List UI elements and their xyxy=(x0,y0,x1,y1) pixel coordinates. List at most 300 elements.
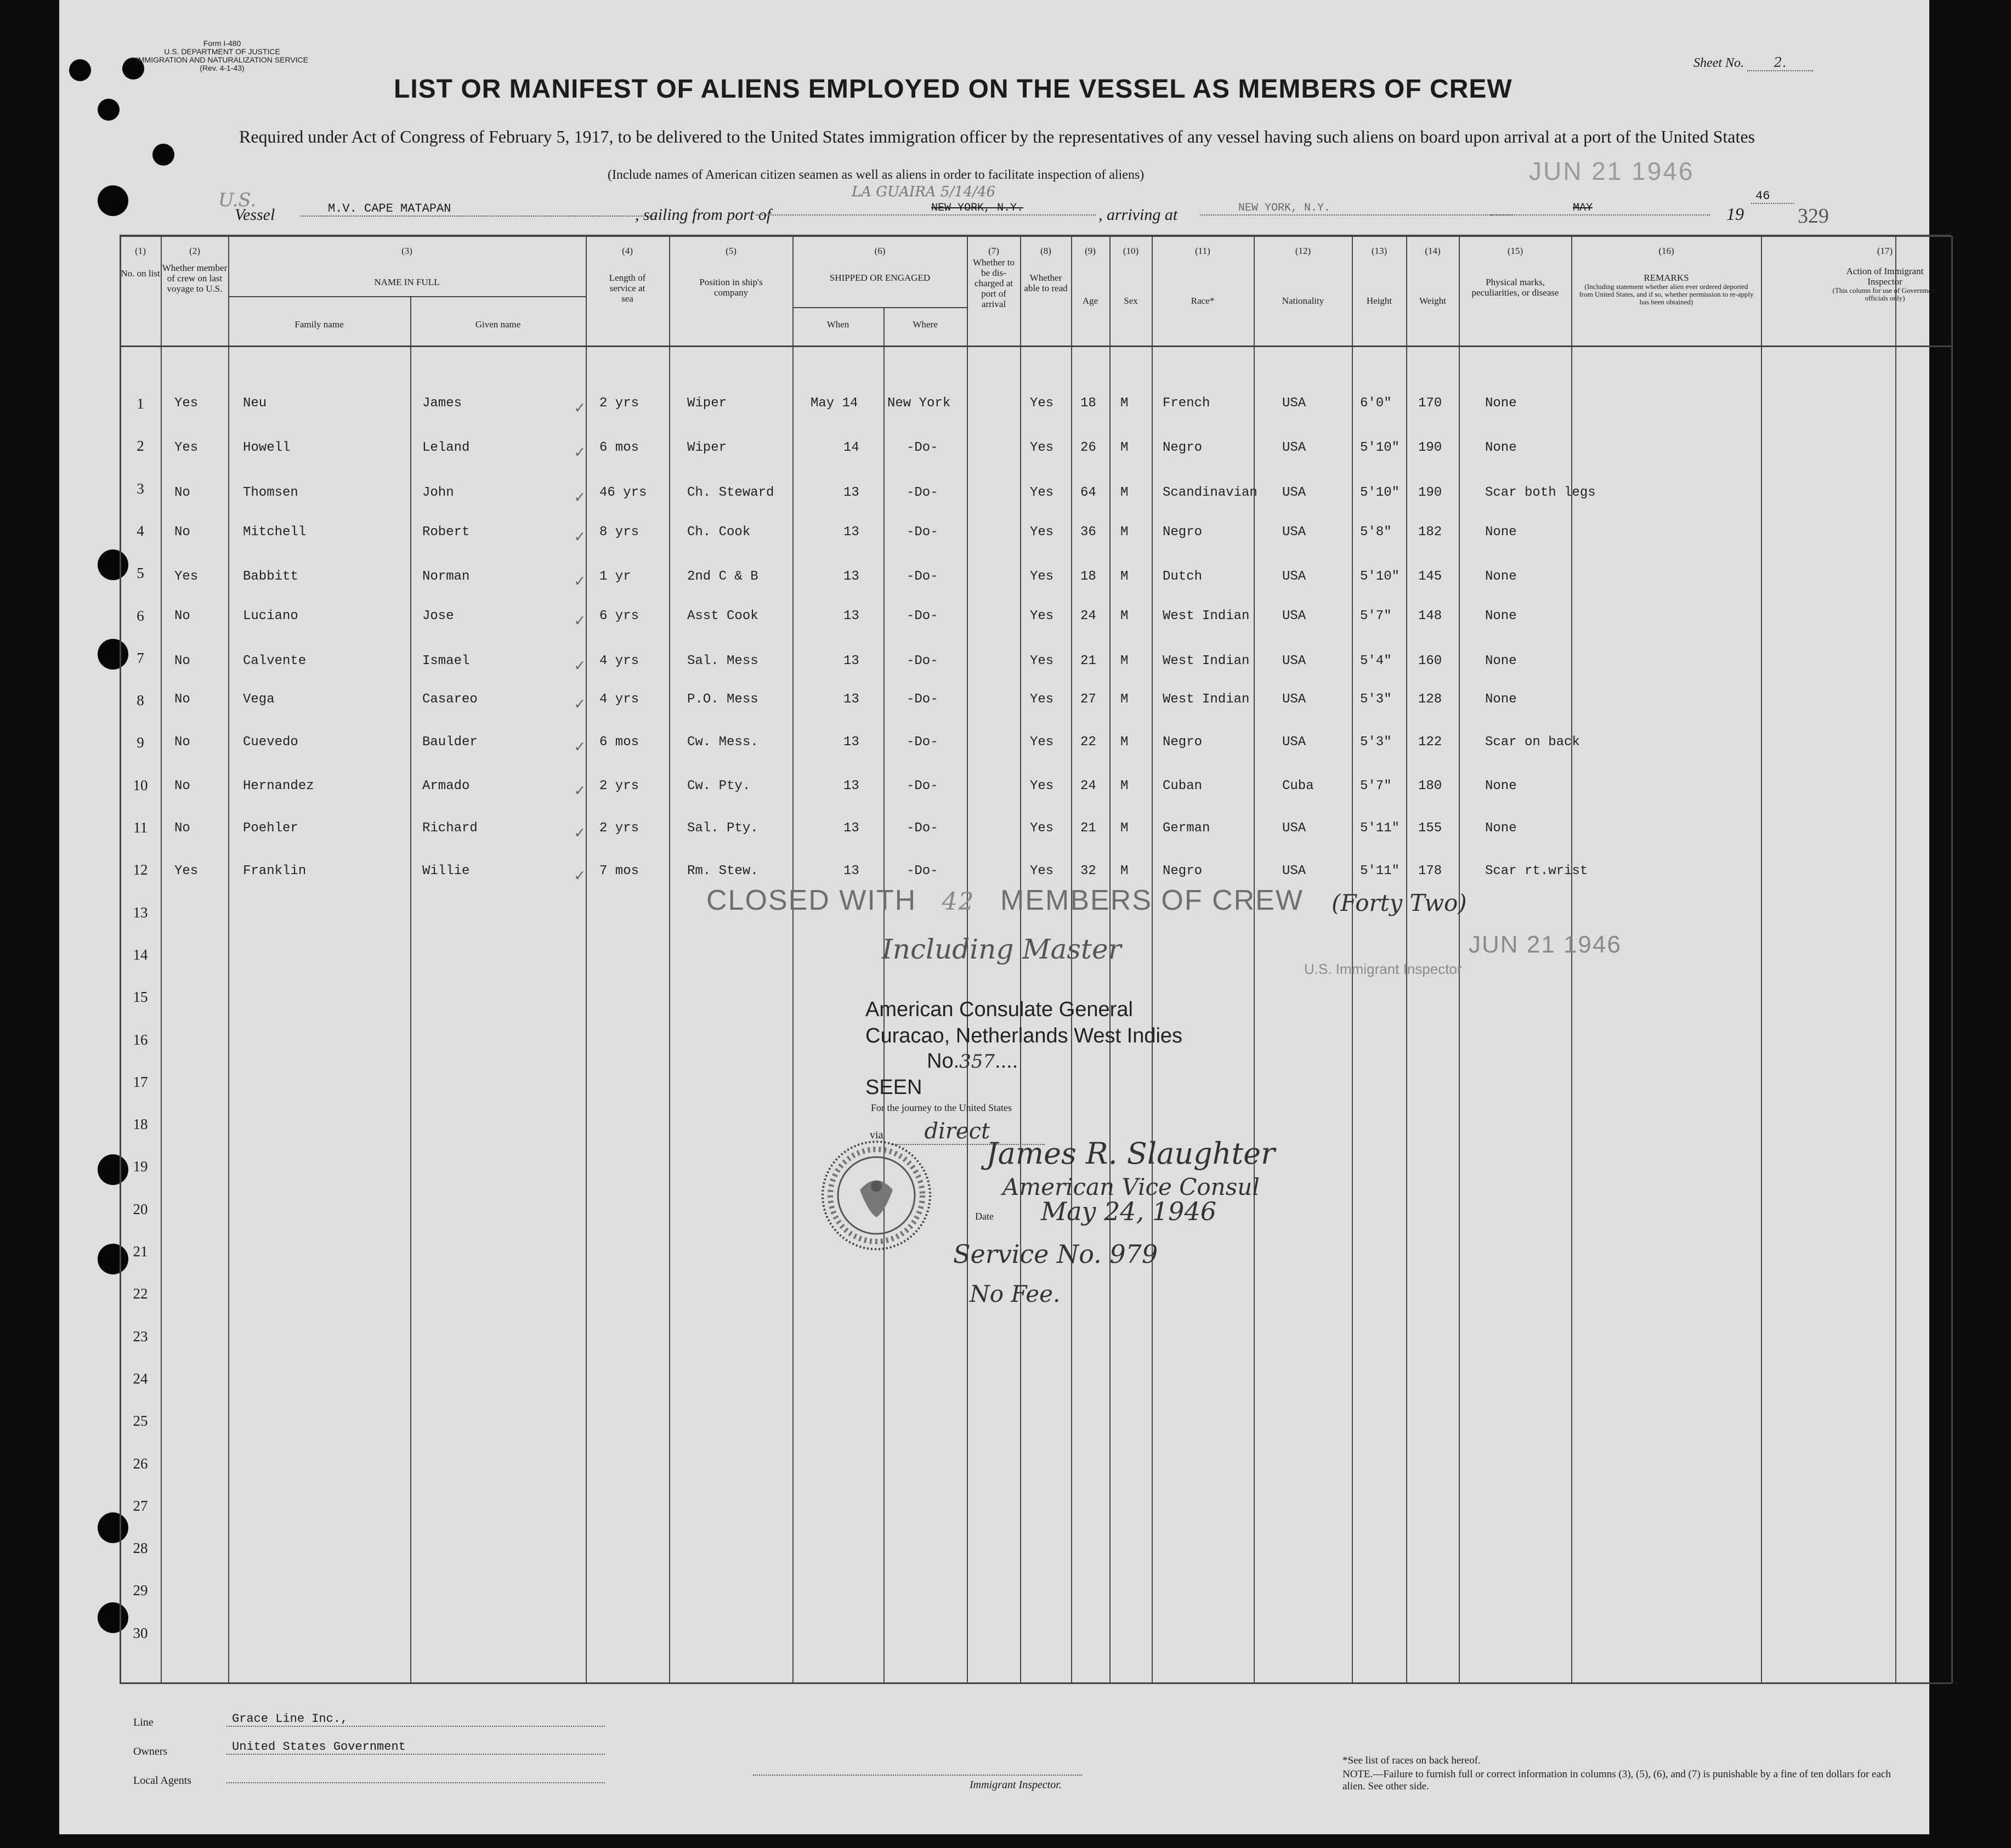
length-of-service-cell: 6 mos xyxy=(599,735,639,750)
col-header-1: (1) No. on list xyxy=(121,246,160,279)
shipped-where-cell: -Do- xyxy=(907,485,938,500)
col-header-4: (4) Length of service at sea xyxy=(609,246,646,304)
row-number: 16 xyxy=(133,1031,148,1048)
shipped-when-cell: 13 xyxy=(843,864,859,878)
col-rule xyxy=(1459,236,1460,1683)
sailing-port xyxy=(756,202,1096,216)
nationality-cell: Cuba xyxy=(1282,779,1314,793)
weight-cell: 182 xyxy=(1418,525,1442,540)
weight-cell: 190 xyxy=(1418,440,1442,455)
race-cell: West Indian xyxy=(1163,609,1250,623)
weight-cell: 128 xyxy=(1418,692,1442,707)
crew-status-cell: No xyxy=(174,609,190,623)
col-header-9: (9) Age xyxy=(1082,246,1098,306)
row-number: 2 xyxy=(137,438,144,455)
physical-marks-cell: None xyxy=(1485,569,1517,584)
height-cell: 5'4" xyxy=(1360,654,1392,668)
row-number: 5 xyxy=(137,565,144,582)
given-name-subheader: Given name xyxy=(475,319,521,330)
col-header-7: (7) Whether to be dis-charged at port of arrival xyxy=(973,246,1015,309)
able-to-read-cell: Yes xyxy=(1030,569,1054,584)
race-cell: Negro xyxy=(1163,525,1203,540)
nationality-cell: USA xyxy=(1282,569,1306,584)
physical-marks-cell: None xyxy=(1485,779,1517,793)
weight-cell: 160 xyxy=(1418,654,1442,668)
ship-position-cell: Ch. Cook xyxy=(687,525,751,540)
footer-owners-value: United States Government xyxy=(226,1740,605,1755)
family-name-cell: Luciano xyxy=(243,609,298,623)
row-number: 15 xyxy=(133,989,148,1006)
physical-marks-cell: None xyxy=(1485,525,1517,540)
height-cell: 5'10" xyxy=(1360,485,1400,500)
row-number: 3 xyxy=(137,480,144,497)
consulate-date: May 24, 1946 xyxy=(1041,1197,1216,1226)
arrival-year: 46 xyxy=(1751,189,1794,204)
check-mark-icon: ✓ xyxy=(575,489,585,508)
col-rule xyxy=(410,296,411,1683)
age-cell: 32 xyxy=(1080,864,1096,878)
col-header-2: (2) Whether member of crew on last voyage to U.S. xyxy=(162,246,228,294)
family-name-cell: Howell xyxy=(243,440,291,455)
ship-position-cell: Sal. Mess xyxy=(687,654,758,668)
ship-position-cell: Ch. Steward xyxy=(687,485,774,500)
crew-status-cell: Yes xyxy=(174,440,199,455)
family-name-cell: Poehler xyxy=(243,821,298,836)
ship-position-cell: Cw. Mess. xyxy=(687,735,758,750)
col-header-16: (16) REMARKS (Including statement whether alien ever ordered deported from United States, and if so, whether permission to re-apply has been obtained) xyxy=(1572,246,1760,306)
sex-cell: M xyxy=(1120,609,1129,623)
row-number: 25 xyxy=(133,1413,148,1430)
footer-inspector-label: Immigrant Inspector. xyxy=(970,1779,1062,1791)
family-name-cell: Vega xyxy=(243,692,275,707)
sex-cell: M xyxy=(1120,485,1129,500)
ship-position-cell: Sal. Pty. xyxy=(687,821,758,836)
row-number: 27 xyxy=(133,1497,148,1514)
seal-icon xyxy=(819,1138,934,1253)
age-cell: 21 xyxy=(1080,821,1096,836)
ship-position-cell: 2nd C & B xyxy=(687,569,758,584)
family-name-cell: Neu xyxy=(243,396,267,411)
col-rule xyxy=(161,236,162,1683)
family-name-cell: Hernandez xyxy=(243,779,314,793)
height-cell: 6'0" xyxy=(1360,396,1392,411)
check-mark-icon: ✓ xyxy=(575,529,585,547)
row-number: 22 xyxy=(133,1285,148,1302)
row-number: 8 xyxy=(137,692,144,709)
able-to-read-cell: Yes xyxy=(1030,864,1054,878)
shipped-where-cell: -Do- xyxy=(907,440,938,455)
weight-cell: 145 xyxy=(1418,569,1442,584)
shipped-where-cell: -Do- xyxy=(907,864,938,878)
col-header-5: (5) Position in ship's company xyxy=(699,246,763,298)
consular-seal xyxy=(819,1138,934,1253)
shipped-where-cell: -Do- xyxy=(907,779,938,793)
physical-marks-cell: None xyxy=(1485,654,1517,668)
page-title: LIST OR MANIFEST OF ALIENS EMPLOYED ON THE VESSEL AS MEMBERS OF CREW xyxy=(394,75,1513,104)
family-name-subheader: Family name xyxy=(294,319,344,330)
page-subtitle: Required under Act of Congress of February 5, 1917, to be delivered to the United States immigration officer by the representatives of any vessel having such aliens on board upon arrival at a port of the United States xyxy=(239,127,1755,146)
col-rule xyxy=(1895,236,1896,1683)
sex-cell: M xyxy=(1120,821,1129,836)
col-rule xyxy=(1951,236,1953,1683)
shipped-when-cell: 13 xyxy=(843,821,859,836)
height-cell: 5'10" xyxy=(1360,569,1400,584)
row-number: 17 xyxy=(133,1073,148,1090)
shipped-where-cell: New York xyxy=(887,396,951,411)
race-cell: West Indian xyxy=(1163,692,1250,707)
given-name-cell: Ismael xyxy=(422,654,470,668)
length-of-service-cell: 8 yrs xyxy=(599,525,639,540)
col-header-13: (13) Height xyxy=(1366,246,1392,306)
shipped-when-cell: 13 xyxy=(843,525,859,540)
col-rule xyxy=(228,236,229,1683)
nationality-cell: USA xyxy=(1282,735,1306,750)
consul-title: American Vice Consul xyxy=(1002,1174,1260,1200)
row-number: 1 xyxy=(137,395,144,412)
weight-cell: 170 xyxy=(1418,396,1442,411)
check-mark-icon: ✓ xyxy=(575,657,585,676)
nationality-cell: USA xyxy=(1282,654,1306,668)
given-name-cell: Jose xyxy=(422,609,454,623)
age-cell: 22 xyxy=(1080,735,1096,750)
crew-status-cell: No xyxy=(174,485,190,500)
shipped-subheader-rule xyxy=(792,307,967,308)
weight-cell: 155 xyxy=(1418,821,1442,836)
col-rule xyxy=(1352,236,1353,1683)
inspector-stamp: U.S. Immigrant Inspector xyxy=(1304,961,1462,977)
shipped-when-cell: 13 xyxy=(843,569,859,584)
physical-marks-cell: Scar on back xyxy=(1485,735,1580,750)
nationality-cell: USA xyxy=(1282,609,1306,623)
shipped-when-cell: 13 xyxy=(843,609,859,623)
length-of-service-cell: 4 yrs xyxy=(599,692,639,707)
family-name-cell: Babbitt xyxy=(243,569,298,584)
age-cell: 18 xyxy=(1080,396,1096,411)
remarks-note: (Including statement whether alien ever ordered deported from United States, and if so, whether permission to re-apply has been obtained) xyxy=(1579,282,1754,306)
footer-agents-label: Local Agents xyxy=(133,1775,192,1787)
crew-status-cell: No xyxy=(174,525,190,540)
ship-position-cell: Rm. Stew. xyxy=(687,864,758,878)
age-cell: 18 xyxy=(1080,569,1096,584)
check-mark-icon: ✓ xyxy=(575,783,585,801)
header-divider xyxy=(120,345,1951,347)
received-date-stamp: JUN 21 1946 xyxy=(1529,157,1695,185)
row-number: 30 xyxy=(133,1624,148,1641)
shipped-when-cell: 13 xyxy=(843,654,859,668)
weight-cell: 122 xyxy=(1418,735,1442,750)
given-name-cell: Norman xyxy=(422,569,470,584)
row-number: 23 xyxy=(133,1328,148,1345)
nationality-cell: USA xyxy=(1282,692,1306,707)
consulate-via: via direct xyxy=(870,1119,1045,1145)
race-cell: Negro xyxy=(1163,440,1203,455)
col-rule xyxy=(669,236,670,1683)
when-subheader: When xyxy=(826,319,849,330)
weight-cell: 190 xyxy=(1418,485,1442,500)
col-rule xyxy=(1761,236,1762,1683)
punch-hole xyxy=(152,144,174,166)
given-name-cell: Leland xyxy=(422,440,470,455)
race-cell: Negro xyxy=(1163,735,1203,750)
sex-cell: M xyxy=(1120,440,1129,455)
length-of-service-cell: 1 yr xyxy=(599,569,631,584)
inspector-date-stamp: JUN 21 1946 xyxy=(1469,931,1622,958)
arrival-month: MAY xyxy=(1491,202,1710,216)
table-bottom-rule xyxy=(120,1682,1951,1684)
check-mark-icon: ✓ xyxy=(575,444,585,463)
nationality-cell: USA xyxy=(1282,525,1306,540)
able-to-read-cell: Yes xyxy=(1030,692,1054,707)
row-number: 4 xyxy=(137,522,144,539)
crew-status-cell: Yes xyxy=(174,396,199,411)
closed-count-words: (Forty Two) xyxy=(1332,889,1467,916)
check-mark-icon: ✓ xyxy=(575,400,585,418)
sex-cell: M xyxy=(1120,864,1129,878)
row-number: 29 xyxy=(133,1582,148,1599)
race-cell: Negro xyxy=(1163,864,1203,878)
length-of-service-cell: 4 yrs xyxy=(599,654,639,668)
row-number: 21 xyxy=(133,1243,148,1260)
physical-marks-cell: Scar both legs xyxy=(1485,485,1596,500)
nationality-cell: USA xyxy=(1282,485,1306,500)
able-to-read-cell: Yes xyxy=(1030,485,1054,500)
weight-cell: 180 xyxy=(1418,779,1442,793)
height-cell: 5'3" xyxy=(1360,735,1392,750)
shipped-where-cell: -Do- xyxy=(907,654,938,668)
age-cell: 64 xyxy=(1080,485,1096,500)
consulate-line-2: Curacao, Netherlands West Indies xyxy=(865,1024,1183,1047)
closed-count: 42 xyxy=(942,888,975,916)
ship-position-cell: Asst Cook xyxy=(687,609,758,623)
col-header-6: (6) SHIPPED OR ENGAGED xyxy=(829,246,931,283)
punch-hole xyxy=(69,59,91,81)
col-header-17-text: (17) Action of Immigrant Inspector (This column for use of Government officials only) xyxy=(1820,246,1950,302)
able-to-read-cell: Yes xyxy=(1030,735,1054,750)
shipped-when-cell: 13 xyxy=(843,692,859,707)
given-name-cell: Richard xyxy=(422,821,478,836)
able-to-read-cell: Yes xyxy=(1030,525,1054,540)
nationality-cell: USA xyxy=(1282,440,1306,455)
race-cell: Scandinavian xyxy=(1163,485,1257,500)
col-header-15: (15) Physical marks, peculiarities, or disease xyxy=(1471,246,1559,298)
able-to-read-cell: Yes xyxy=(1030,609,1054,623)
col-header-3: (3) NAME IN FULL xyxy=(374,246,440,287)
ship-position-cell: Wiper xyxy=(687,396,727,411)
row-number: 10 xyxy=(133,776,148,793)
col-rule xyxy=(883,307,885,1683)
col-rule xyxy=(1571,236,1572,1683)
footer-penalty-note: NOTE.—Failure to furnish full or correct information in columns (3), (5), (6), and (7) is punishable by a fine of ten dollars for each alien. See other side. xyxy=(1342,1768,1891,1792)
row-number: 6 xyxy=(137,607,144,624)
race-cell: German xyxy=(1163,821,1210,836)
table-top-rule xyxy=(120,235,1951,237)
consulate-journey: For the journey to the United States xyxy=(871,1102,1012,1113)
given-name-cell: John xyxy=(422,485,454,500)
sex-cell: M xyxy=(1120,525,1129,540)
footer-line-label: Line xyxy=(133,1716,154,1728)
sex-cell: M xyxy=(1120,654,1129,668)
including-master-note: Including Master xyxy=(882,933,1121,965)
col-header-8: (8) Whether able to read xyxy=(1024,246,1068,293)
row-number: 19 xyxy=(133,1158,148,1175)
check-mark-icon: ✓ xyxy=(575,739,585,757)
crew-status-cell: No xyxy=(174,735,190,750)
row-number: 28 xyxy=(133,1540,148,1557)
col-rule xyxy=(792,236,794,1683)
sheet-number: Sheet No. 2. xyxy=(1693,55,1813,71)
inspector-note: (This column for use of Government officials only) xyxy=(1832,286,1938,302)
age-cell: 26 xyxy=(1080,440,1096,455)
service-number: Service No. 979 xyxy=(953,1239,1158,1269)
footer-race-note: *See list of races on back hereof. xyxy=(1342,1755,1481,1766)
race-cell: Dutch xyxy=(1163,569,1203,584)
height-cell: 5'8" xyxy=(1360,525,1392,540)
name-subheader-rule xyxy=(228,296,586,297)
row-number: 20 xyxy=(133,1200,148,1217)
col-header-11: (11) Race* xyxy=(1191,246,1215,306)
consulate-number: No.357.... xyxy=(927,1050,1018,1073)
ship-position-cell: Cw. Pty. xyxy=(687,779,751,793)
sailing-port-struck: NEW YORK, N.Y. xyxy=(931,202,1024,214)
family-name-cell: Thomsen xyxy=(243,485,298,500)
family-name-cell: Franklin xyxy=(243,864,307,878)
row-number: 26 xyxy=(133,1455,148,1472)
length-of-service-cell: 6 yrs xyxy=(599,609,639,623)
col-rule xyxy=(1152,236,1153,1683)
col-rule xyxy=(120,236,121,1683)
consulate-date-label: Date xyxy=(975,1211,994,1222)
age-cell: 24 xyxy=(1080,609,1096,623)
check-mark-icon: ✓ xyxy=(575,868,585,886)
crew-status-cell: No xyxy=(174,779,190,793)
where-subheader: Where xyxy=(913,319,938,330)
check-mark-icon: ✓ xyxy=(575,573,585,592)
crew-status-cell: Yes xyxy=(174,569,199,584)
arriving-label: , arriving at xyxy=(1098,206,1178,224)
row-number: 12 xyxy=(133,861,148,878)
footer-agents-value xyxy=(226,1782,605,1783)
family-name-cell: Calvente xyxy=(243,654,307,668)
nationality-cell: USA xyxy=(1282,864,1306,878)
sex-cell: M xyxy=(1120,735,1129,750)
shipped-when-cell: 13 xyxy=(843,779,859,793)
footer-owners-label: Owners xyxy=(133,1745,168,1758)
col-rule xyxy=(586,236,587,1683)
able-to-read-cell: Yes xyxy=(1030,821,1054,836)
col-rule xyxy=(1254,236,1255,1683)
family-name-cell: Cuevedo xyxy=(243,735,298,750)
consulate-seen: SEEN xyxy=(865,1076,922,1099)
crew-status-cell: Yes xyxy=(174,864,199,878)
page-number: 329 xyxy=(1798,205,1829,228)
physical-marks-cell: None xyxy=(1485,440,1517,455)
length-of-service-cell: 6 mos xyxy=(599,440,639,455)
physical-marks-cell: Scar rt.wrist xyxy=(1485,864,1588,878)
able-to-read-cell: Yes xyxy=(1030,396,1054,411)
sex-cell: M xyxy=(1120,779,1129,793)
check-mark-icon: ✓ xyxy=(575,825,585,843)
shipped-when-cell: 14 xyxy=(843,440,859,455)
given-name-cell: Robert xyxy=(422,525,470,540)
crew-status-cell: No xyxy=(174,821,190,836)
height-cell: 5'7" xyxy=(1360,779,1392,793)
crew-status-cell: No xyxy=(174,654,190,668)
shipped-where-cell: -Do- xyxy=(907,609,938,623)
row-number: 11 xyxy=(133,819,148,836)
race-cell: Cuban xyxy=(1163,779,1203,793)
able-to-read-cell: Yes xyxy=(1030,779,1054,793)
race-cell: French xyxy=(1163,396,1210,411)
check-mark-icon: ✓ xyxy=(575,613,585,631)
age-cell: 36 xyxy=(1080,525,1096,540)
sailing-label: , sailing from port of xyxy=(635,206,772,224)
nationality-cell: USA xyxy=(1282,821,1306,836)
form-identifier: Form I-480 U.S. DEPARTMENT OF JUSTICE IMMIGRATION AND NATURALIZATION SERVICE (Rev. 4-1-43) xyxy=(136,39,308,72)
row-number: 14 xyxy=(133,946,148,963)
given-name-cell: Baulder xyxy=(422,735,478,750)
weight-cell: 178 xyxy=(1418,864,1442,878)
ship-position-cell: P.O. Mess xyxy=(687,692,758,707)
able-to-read-cell: Yes xyxy=(1030,440,1054,455)
check-mark-icon: ✓ xyxy=(575,696,585,715)
family-name-cell: Mitchell xyxy=(243,525,307,540)
vessel-label: Vessel xyxy=(235,206,275,224)
consul-signature: James R. Slaughter xyxy=(986,1136,1275,1171)
physical-marks-cell: None xyxy=(1485,821,1517,836)
arriving-port: NEW YORK, N.Y. xyxy=(1200,202,1513,216)
shipped-where-cell: -Do- xyxy=(907,821,938,836)
age-cell: 24 xyxy=(1080,779,1096,793)
row-number: 9 xyxy=(137,734,144,751)
shipped-when-cell: 13 xyxy=(843,735,859,750)
sex-cell: M xyxy=(1120,692,1129,707)
shipped-where-cell: -Do- xyxy=(907,735,938,750)
sailing-port-handwritten: LA GUAIRA 5/14/46 xyxy=(852,184,996,200)
length-of-service-cell: 2 yrs xyxy=(599,821,639,836)
given-name-cell: Casareo xyxy=(422,692,478,707)
ship-position-cell: Wiper xyxy=(687,440,727,455)
row-number: 18 xyxy=(133,1116,148,1133)
age-cell: 21 xyxy=(1080,654,1096,668)
col-header-10: (10) Sex xyxy=(1123,246,1139,306)
race-cell: West Indian xyxy=(1163,654,1250,668)
age-cell: 27 xyxy=(1080,692,1096,707)
col-header-12: (12) Nationality xyxy=(1282,246,1324,306)
consular-fee: No Fee. xyxy=(970,1280,1061,1307)
able-to-read-cell: Yes xyxy=(1030,654,1054,668)
footer-inspector-line xyxy=(753,1775,1082,1776)
shipped-when-cell: May 14 xyxy=(811,396,858,411)
row-number: 13 xyxy=(133,904,148,921)
sex-cell: M xyxy=(1120,569,1129,584)
given-name-cell: Armado xyxy=(422,779,470,793)
punch-hole xyxy=(98,1512,128,1543)
physical-marks-cell: None xyxy=(1485,692,1517,707)
shipped-where-cell: -Do- xyxy=(907,692,938,707)
vessel-name: M.V. CAPE MATAPAN xyxy=(301,202,657,217)
height-cell: 5'11" xyxy=(1360,864,1400,878)
crew-status-cell: No xyxy=(174,692,190,707)
row-number: 24 xyxy=(133,1370,148,1387)
height-cell: 5'11" xyxy=(1360,821,1400,836)
page-subtitle-note: (Include names of American citizen seamen as well as aliens in order to facilitate inspection of aliens) xyxy=(608,168,1145,182)
manifest-page xyxy=(59,0,1938,1834)
length-of-service-cell: 46 yrs xyxy=(599,485,647,500)
given-name-cell: James xyxy=(422,396,462,411)
shipped-where-cell: -Do- xyxy=(907,525,938,540)
physical-marks-cell: None xyxy=(1485,609,1517,623)
shipped-when-cell: 13 xyxy=(843,485,859,500)
